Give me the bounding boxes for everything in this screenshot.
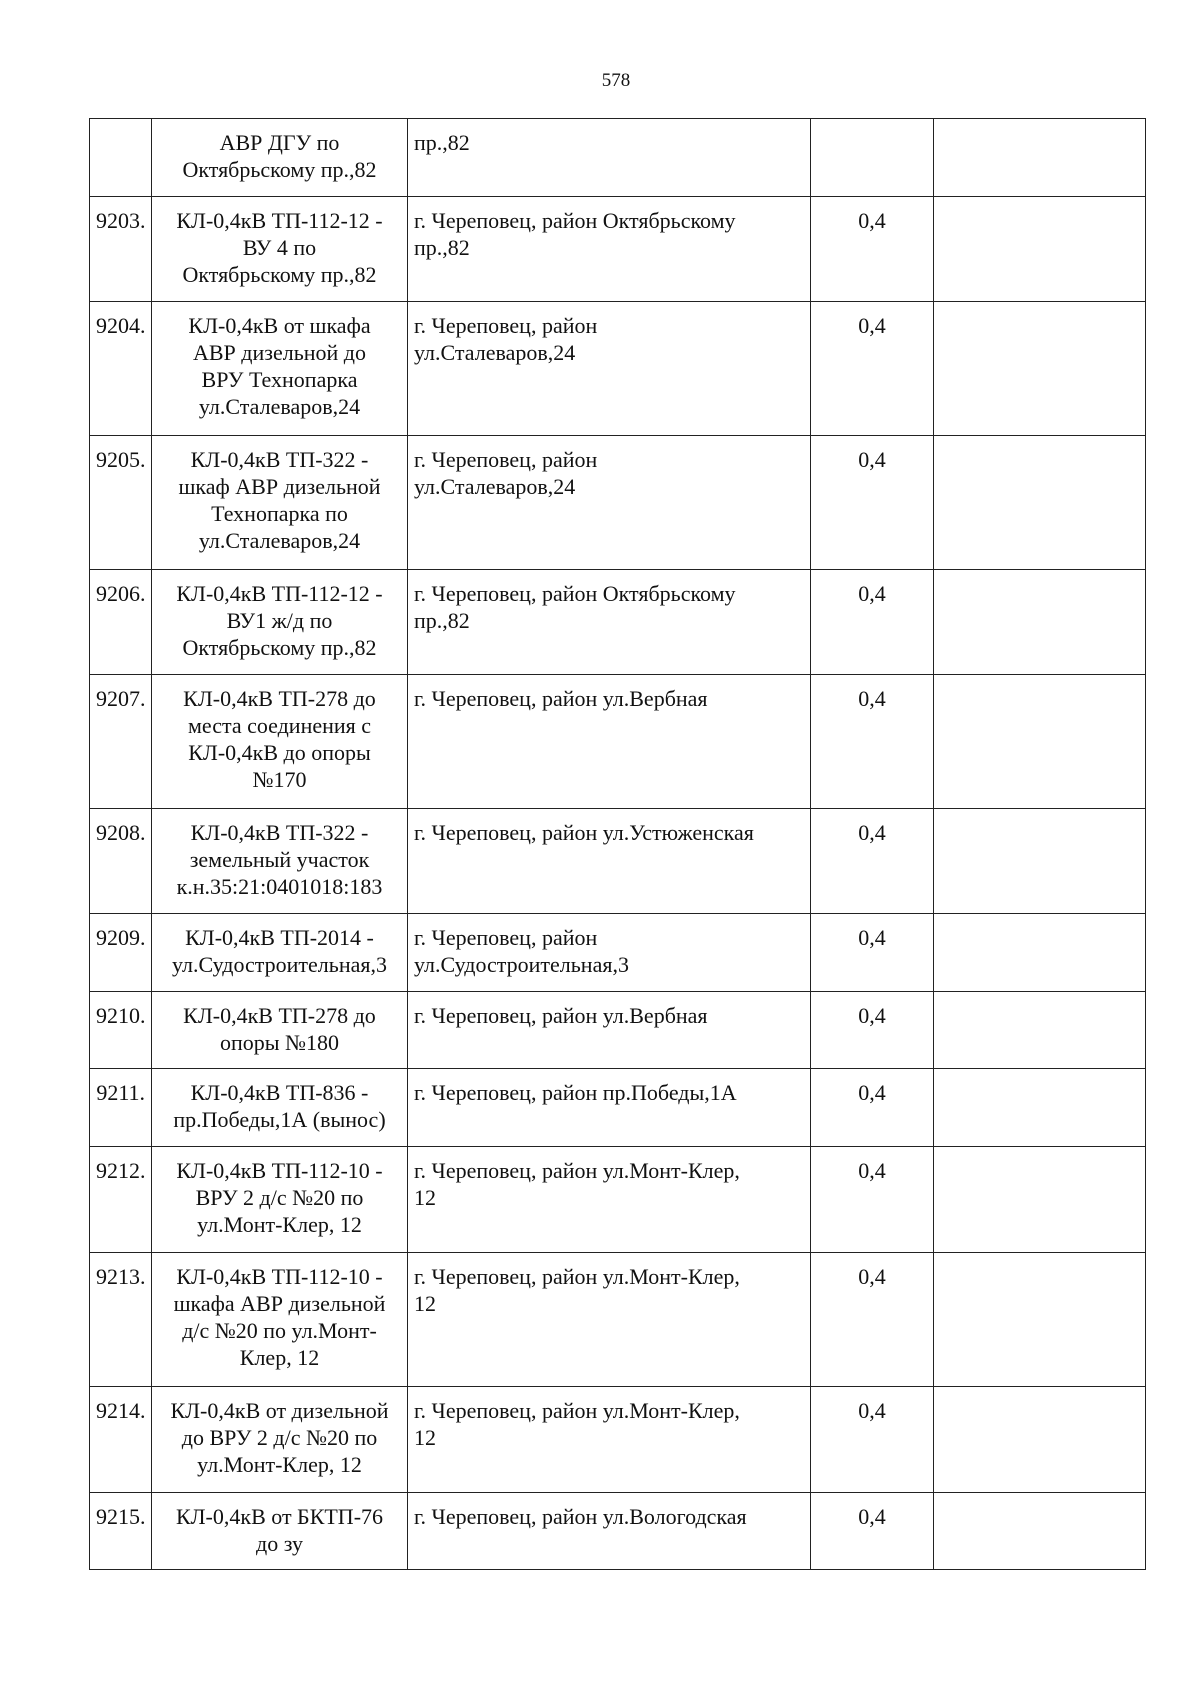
- voltage-cell: 0,4: [811, 1387, 934, 1493]
- row-number-cell: 9214.: [90, 1387, 152, 1493]
- address-cell: г. Череповец, район ул.Судостроительная,3: [408, 914, 811, 992]
- note-cell: [934, 675, 1146, 809]
- note-cell: [934, 119, 1146, 197]
- voltage-cell: 0,4: [811, 1253, 934, 1387]
- voltage-cell: 0,4: [811, 197, 934, 302]
- note-cell: [934, 1069, 1146, 1147]
- row-number-cell: 9203.: [90, 197, 152, 302]
- line-name-cell: КЛ-0,4кВ ТП-112-10 - шкафа АВР дизельной д/с №20 по ул.Монт- Клер, 12: [152, 1253, 408, 1387]
- table-body: [90, 119, 1146, 1570]
- table-row: [90, 992, 1146, 1069]
- table-row: [90, 119, 1146, 197]
- voltage-cell: [811, 119, 934, 197]
- voltage-cell: 0,4: [811, 809, 934, 914]
- table-row: [90, 675, 1146, 809]
- address-cell: г. Череповец, район ул.Монт-Клер, 12: [408, 1253, 811, 1387]
- table-row: [90, 1253, 1146, 1387]
- note-cell: [934, 1253, 1146, 1387]
- address-cell: г. Череповец, район ул.Сталеваров,24: [408, 436, 811, 570]
- address-cell: г. Череповец, район ул.Вологодская: [408, 1493, 811, 1570]
- note-cell: [934, 914, 1146, 992]
- note-cell: [934, 302, 1146, 436]
- line-name-cell: КЛ-0,4кВ ТП-836 - пр.Победы,1А (вынос): [152, 1069, 408, 1147]
- line-name-cell: КЛ-0,4кВ ТП-112-10 - ВРУ 2 д/с №20 по ул.Монт-Клер, 12: [152, 1147, 408, 1253]
- line-name-cell: КЛ-0,4кВ ТП-278 до места соединения с КЛ-0,4кВ до опоры №170: [152, 675, 408, 809]
- row-number-cell: 9213.: [90, 1253, 152, 1387]
- voltage-cell: 0,4: [811, 570, 934, 675]
- row-number-cell: [90, 119, 152, 197]
- voltage-cell: 0,4: [811, 436, 934, 570]
- row-number-cell: 9210.: [90, 992, 152, 1069]
- table-row: [90, 436, 1146, 570]
- row-number-cell: 9205.: [90, 436, 152, 570]
- note-cell: [934, 809, 1146, 914]
- row-number-cell: 9212.: [90, 1147, 152, 1253]
- voltage-cell: 0,4: [811, 1147, 934, 1253]
- line-name-cell: КЛ-0,4кВ ТП-112-12 - ВУ1 ж/д по Октябрьскому пр.,82: [152, 570, 408, 675]
- line-name-cell: КЛ-0,4кВ ТП-112-12 - ВУ 4 по Октябрьскому пр.,82: [152, 197, 408, 302]
- table-row: [90, 302, 1146, 436]
- row-number-cell: 9207.: [90, 675, 152, 809]
- row-number-cell: 9209.: [90, 914, 152, 992]
- address-cell: г. Череповец, район ул.Монт-Клер, 12: [408, 1147, 811, 1253]
- line-name-cell: КЛ-0,4кВ ТП-278 до опоры №180: [152, 992, 408, 1069]
- note-cell: [934, 197, 1146, 302]
- row-number-cell: 9206.: [90, 570, 152, 675]
- table-row: [90, 1493, 1146, 1570]
- cable-lines-table: [89, 118, 1146, 1570]
- table-row: [90, 914, 1146, 992]
- voltage-cell: 0,4: [811, 302, 934, 436]
- voltage-cell: 0,4: [811, 1493, 934, 1570]
- address-cell: г. Череповец, район ул.Сталеваров,24: [408, 302, 811, 436]
- address-cell: г. Череповец, район Октябрьскому пр.,82: [408, 197, 811, 302]
- note-cell: [934, 436, 1146, 570]
- row-number-cell: 9211.: [90, 1069, 152, 1147]
- voltage-cell: 0,4: [811, 914, 934, 992]
- address-cell: г. Череповец, район Октябрьскому пр.,82: [408, 570, 811, 675]
- line-name-cell: КЛ-0,4кВ ТП-322 - шкаф АВР дизельной Технопарка по ул.Сталеваров,24: [152, 436, 408, 570]
- address-cell: г. Череповец, район ул.Вербная: [408, 675, 811, 809]
- page-number: 578: [601, 70, 631, 91]
- table-row: [90, 809, 1146, 914]
- line-name-cell: КЛ-0,4кВ ТП-2014 - ул.Судостроительная,3: [152, 914, 408, 992]
- table-row: [90, 1147, 1146, 1253]
- row-number-cell: 9208.: [90, 809, 152, 914]
- table-row: [90, 197, 1146, 302]
- address-cell: пр.,82: [408, 119, 811, 197]
- voltage-cell: 0,4: [811, 675, 934, 809]
- line-name-cell: КЛ-0,4кВ от дизельной до ВРУ 2 д/с №20 по ул.Монт-Клер, 12: [152, 1387, 408, 1493]
- address-cell: г. Череповец, район ул.Монт-Клер, 12: [408, 1387, 811, 1493]
- line-name-cell: КЛ-0,4кВ ТП-322 - земельный участок к.н.35:21:0401018:183: [152, 809, 408, 914]
- note-cell: [934, 1147, 1146, 1253]
- table-row: [90, 1387, 1146, 1493]
- table-row: [90, 570, 1146, 675]
- line-name-cell: КЛ-0,4кВ от БКТП-76 до зу: [152, 1493, 408, 1570]
- voltage-cell: 0,4: [811, 992, 934, 1069]
- row-number-cell: 9215.: [90, 1493, 152, 1570]
- address-cell: г. Череповец, район ул.Устюженская: [408, 809, 811, 914]
- address-cell: г. Череповец, район ул.Вербная: [408, 992, 811, 1069]
- table-row: [90, 1069, 1146, 1147]
- row-number-cell: 9204.: [90, 302, 152, 436]
- note-cell: [934, 1493, 1146, 1570]
- line-name-cell: АВР ДГУ по Октябрьскому пр.,82: [152, 119, 408, 197]
- note-cell: [934, 570, 1146, 675]
- voltage-cell: 0,4: [811, 1069, 934, 1147]
- note-cell: [934, 992, 1146, 1069]
- line-name-cell: КЛ-0,4кВ от шкафа АВР дизельной до ВРУ Технопарка ул.Сталеваров,24: [152, 302, 408, 436]
- address-cell: г. Череповец, район пр.Победы,1А: [408, 1069, 811, 1147]
- note-cell: [934, 1387, 1146, 1493]
